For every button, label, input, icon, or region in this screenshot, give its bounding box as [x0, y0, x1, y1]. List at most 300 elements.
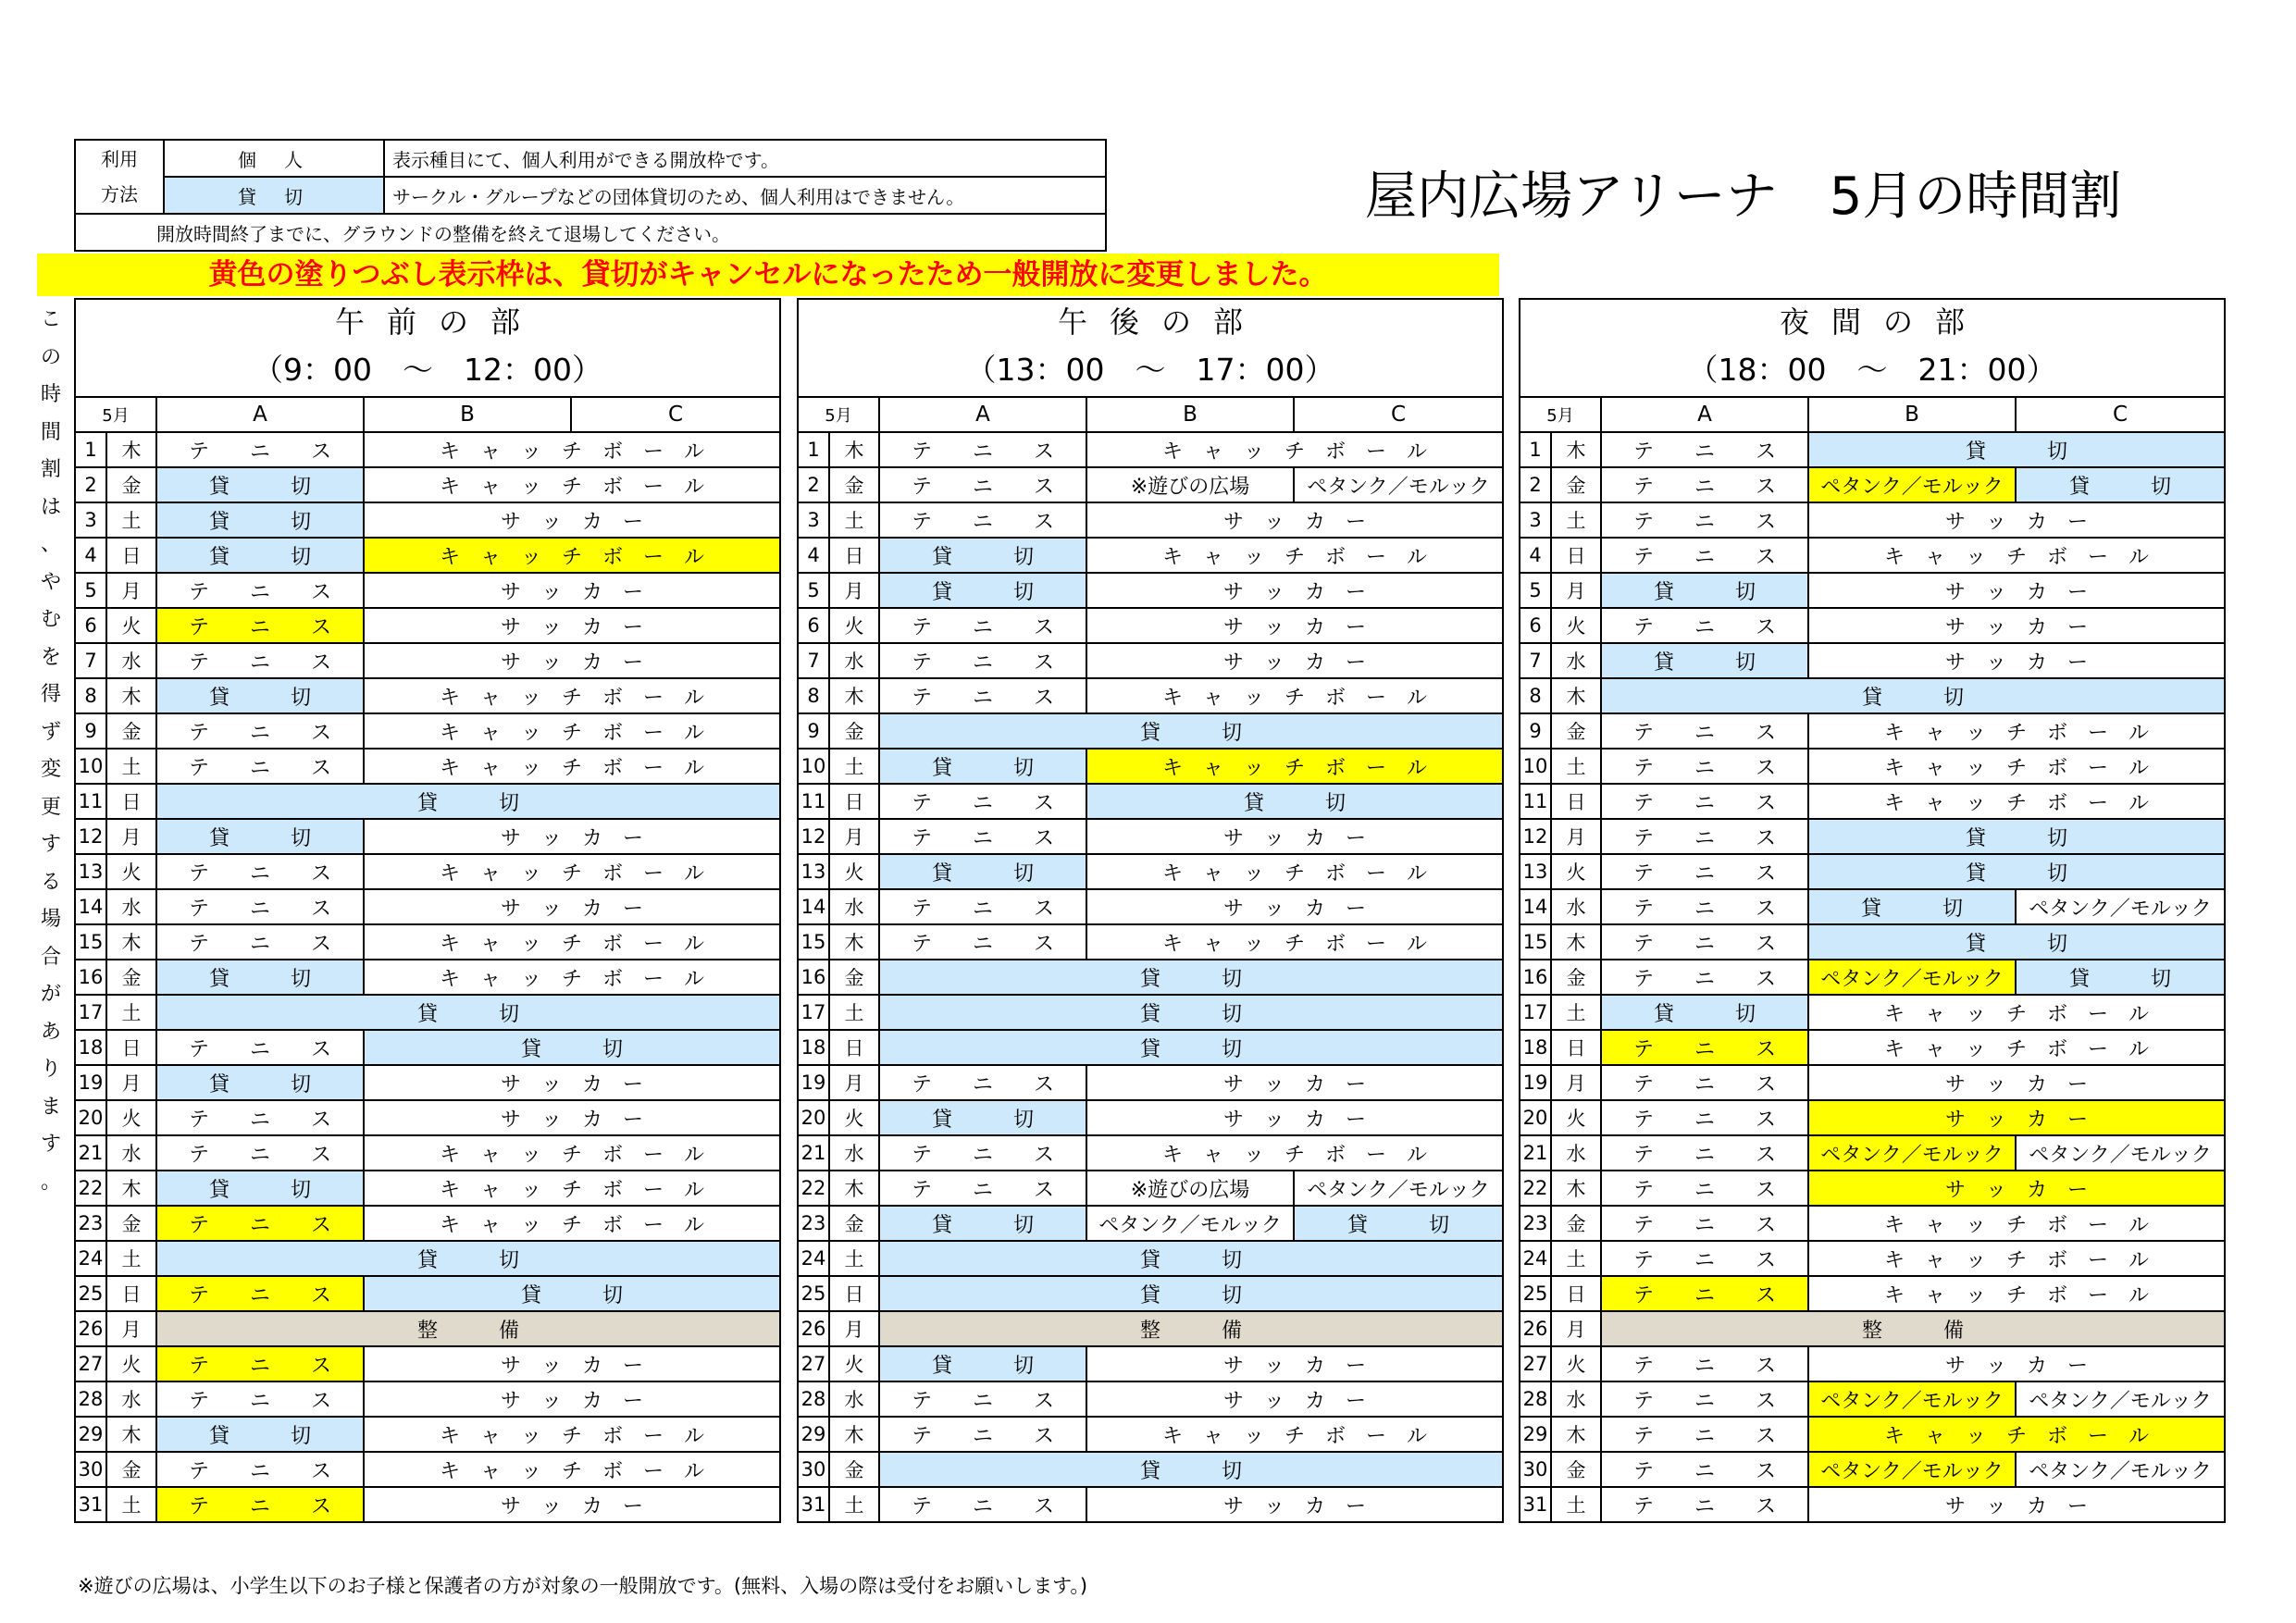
slot-cell: キ ャ ッ チ ボ ー ル — [364, 678, 780, 713]
slot-cell: サ ッ カ ー — [364, 643, 780, 678]
day-number: 31 — [798, 1487, 829, 1522]
day-row — [75, 502, 780, 538]
slot-cell: ペタンク／モルック — [1808, 1452, 2016, 1487]
day-of-week: 月 — [106, 1065, 156, 1100]
slot-cell: ペタンク／モルック — [2016, 1452, 2225, 1487]
slot-cell: テ ニ ス — [879, 1381, 1086, 1417]
day-row — [75, 1276, 780, 1311]
slot-cell: テ ニ ス — [156, 1206, 364, 1241]
day-row — [75, 467, 780, 502]
slot-cell: 貸 切 — [156, 678, 364, 713]
day-row — [1520, 960, 2225, 995]
day-number: 13 — [1520, 854, 1551, 889]
slot-cell: キ ャ ッ チ ボ ー ル — [1808, 1030, 2225, 1065]
day-number: 16 — [798, 960, 829, 995]
ground-note: 開放時間終了までに、グラウンドの整備を終えて退場してください。 — [75, 214, 1106, 251]
slot-cell: ペタンク／モルック — [1808, 960, 2016, 995]
slot-cell: キ ャ ッ チ ボ ー ル — [364, 432, 780, 467]
slot-cell: 貸 切 — [879, 1241, 1503, 1276]
day-number: 27 — [75, 1346, 106, 1381]
slot-cell: キ ャ ッ チ ボ ー ル — [1086, 924, 1503, 960]
day-of-week: 水 — [106, 1381, 156, 1417]
slot-cell: キ ャ ッ チ ボ ー ル — [1808, 1417, 2225, 1452]
day-number: 2 — [75, 467, 106, 502]
slot-cell: サ ッ カ ー — [1808, 643, 2225, 678]
slot-cell: ※遊びの広場 — [1086, 467, 1294, 502]
day-row — [798, 643, 1503, 678]
day-number: 12 — [798, 819, 829, 854]
day-of-week: 土 — [1551, 1241, 1601, 1276]
day-row — [1520, 1206, 2225, 1241]
day-row — [1520, 1487, 2225, 1522]
day-number: 9 — [798, 713, 829, 749]
slot-cell: キ ャ ッ チ ボ ー ル — [364, 1452, 780, 1487]
day-of-week: 水 — [1551, 1135, 1601, 1171]
day-number: 18 — [75, 1030, 106, 1065]
slot-cell: 貸 切 — [156, 1171, 364, 1206]
day-number: 4 — [1520, 538, 1551, 573]
slot-cell: サ ッ カ ー — [1086, 502, 1503, 538]
day-of-week: 火 — [829, 854, 879, 889]
slot-cell: テ ニ ス — [156, 749, 364, 784]
slot-cell: キ ャ ッ チ ボ ー ル — [364, 924, 780, 960]
slot-cell: 整 備 — [1601, 1311, 2225, 1346]
slot-cell: テ ニ ス — [1601, 1135, 1808, 1171]
day-of-week: 火 — [1551, 1100, 1601, 1135]
day-number: 9 — [75, 713, 106, 749]
slot-cell: サ ッ カ ー — [1086, 1065, 1503, 1100]
slot-cell: ペタンク／モルック — [1808, 1381, 2016, 1417]
slot-cell: 貸 切 — [156, 1417, 364, 1452]
slot-cell: 貸 切 — [156, 467, 364, 502]
slot-cell: サ ッ カ ー — [1086, 1381, 1503, 1417]
day-row — [75, 889, 780, 924]
day-row — [798, 1381, 1503, 1417]
day-number: 20 — [798, 1100, 829, 1135]
slot-cell: 貸 切 — [156, 538, 364, 573]
slot-cell: テ ニ ス — [879, 1171, 1086, 1206]
slot-cell: サ ッ カ ー — [1086, 608, 1503, 643]
day-row — [75, 678, 780, 713]
slot-cell: 整 備 — [156, 1311, 780, 1346]
day-row — [798, 1487, 1503, 1522]
slot-cell: 貸 切 — [1808, 889, 2016, 924]
slot-cell: 貸 切 — [879, 854, 1086, 889]
day-number: 22 — [75, 1171, 106, 1206]
day-of-week: 木 — [106, 432, 156, 467]
day-of-week: 火 — [829, 1346, 879, 1381]
slot-cell: キ ャ ッ チ ボ ー ル — [364, 749, 780, 784]
slot-cell: ペタンク／モルック — [2016, 889, 2225, 924]
day-number: 4 — [798, 538, 829, 573]
slot-cell: ペタンク／モルック — [2016, 1381, 2225, 1417]
day-number: 16 — [1520, 960, 1551, 995]
day-row — [75, 573, 780, 608]
slot-cell: 整 備 — [879, 1311, 1503, 1346]
day-number: 14 — [1520, 889, 1551, 924]
slot-cell: キ ャ ッ チ ボ ー ル — [1086, 1417, 1503, 1452]
day-number: 7 — [798, 643, 829, 678]
day-of-week: 日 — [829, 1276, 879, 1311]
day-row — [798, 1452, 1503, 1487]
slot-cell: テ ニ ス — [879, 608, 1086, 643]
day-row — [75, 1452, 780, 1487]
slot-cell: テ ニ ス — [1601, 889, 1808, 924]
day-row — [1520, 643, 2225, 678]
day-of-week: 水 — [829, 1381, 879, 1417]
slot-cell: テ ニ ス — [1601, 1346, 1808, 1381]
day-of-week: 金 — [1551, 1206, 1601, 1241]
day-of-week: 土 — [1551, 1487, 1601, 1522]
day-of-week: 水 — [829, 889, 879, 924]
slot-cell: テ ニ ス — [156, 1135, 364, 1171]
slot-cell: 貸 切 — [2016, 467, 2225, 502]
day-row — [1520, 784, 2225, 819]
court-header: B — [364, 397, 571, 432]
slot-cell: 貸 切 — [156, 960, 364, 995]
slot-cell: 貸 切 — [879, 1030, 1503, 1065]
day-row — [1520, 608, 2225, 643]
day-number: 28 — [75, 1381, 106, 1417]
day-of-week: 木 — [829, 678, 879, 713]
day-row — [798, 1100, 1503, 1135]
day-number: 5 — [1520, 573, 1551, 608]
day-row — [1520, 1171, 2225, 1206]
day-of-week: 火 — [1551, 1346, 1601, 1381]
day-number: 30 — [75, 1452, 106, 1487]
month-header: 5月 — [1520, 397, 1601, 432]
court-header: A — [1601, 397, 1808, 432]
slot-cell: 貸 切 — [1294, 1206, 1503, 1241]
side-note: こ の 時 間 割 は 、 や む を 得 ず 変 更 す る 場 合 が あ り ま す 。 — [40, 308, 61, 1194]
day-number: 19 — [75, 1065, 106, 1100]
day-number: 17 — [1520, 995, 1551, 1030]
day-number: 24 — [1520, 1241, 1551, 1276]
day-number: 11 — [1520, 784, 1551, 819]
slot-cell: テ ニ ス — [156, 713, 364, 749]
slot-cell: キ ャ ッ チ ボ ー ル — [364, 960, 780, 995]
slot-cell: ペタンク／モルック — [1808, 467, 2016, 502]
slot-cell: テ ニ ス — [156, 643, 364, 678]
slot-cell: キ ャ ッ チ ボ ー ル — [1086, 1135, 1503, 1171]
day-number: 15 — [798, 924, 829, 960]
day-of-week: 月 — [1551, 573, 1601, 608]
slot-cell: キ ャ ッ チ ボ ー ル — [1808, 1241, 2225, 1276]
slot-cell: サ ッ カ ー — [1086, 1487, 1503, 1522]
day-row — [1520, 467, 2225, 502]
slot-cell: 貸 切 — [156, 995, 780, 1030]
day-of-week: 土 — [1551, 502, 1601, 538]
day-row — [798, 538, 1503, 573]
slot-cell: 貸 切 — [879, 713, 1503, 749]
day-of-week: 木 — [829, 1417, 879, 1452]
day-row — [798, 995, 1503, 1030]
day-number: 15 — [75, 924, 106, 960]
slot-cell: テ ニ ス — [879, 502, 1086, 538]
day-of-week: 土 — [829, 995, 879, 1030]
day-of-week: 火 — [106, 608, 156, 643]
day-row — [798, 1311, 1503, 1346]
slot-cell: テ ニ ス — [1601, 1452, 1808, 1487]
slot-cell: テ ニ ス — [156, 854, 364, 889]
day-number: 25 — [798, 1276, 829, 1311]
day-row — [798, 784, 1503, 819]
slot-cell: キ ャ ッ チ ボ ー ル — [1086, 538, 1503, 573]
slot-cell: テ ニ ス — [156, 924, 364, 960]
day-number: 23 — [1520, 1206, 1551, 1241]
schedule-panel-evening — [1519, 298, 2226, 1523]
day-of-week: 金 — [106, 713, 156, 749]
day-number: 15 — [1520, 924, 1551, 960]
slot-cell: ※遊びの広場 — [1086, 1171, 1294, 1206]
day-of-week: 土 — [829, 1487, 879, 1522]
day-of-week: 木 — [1551, 1171, 1601, 1206]
day-number: 2 — [798, 467, 829, 502]
day-row — [1520, 749, 2225, 784]
slot-cell: サ ッ カ ー — [1086, 643, 1503, 678]
slot-cell: テ ニ ス — [156, 1276, 364, 1311]
slot-cell: 貸 切 — [1601, 573, 1808, 608]
day-number: 4 — [75, 538, 106, 573]
day-number: 31 — [75, 1487, 106, 1522]
day-row — [75, 1065, 780, 1100]
day-of-week: 金 — [106, 1206, 156, 1241]
day-row — [1520, 995, 2225, 1030]
day-of-week: 水 — [1551, 643, 1601, 678]
day-number: 28 — [1520, 1381, 1551, 1417]
day-of-week: 木 — [106, 1171, 156, 1206]
slot-cell: ペタンク／モルック — [1808, 1135, 2016, 1171]
day-row — [75, 538, 780, 573]
day-number: 30 — [1520, 1452, 1551, 1487]
slot-cell: サ ッ カ ー — [364, 1487, 780, 1522]
day-row — [798, 1065, 1503, 1100]
day-number: 3 — [1520, 502, 1551, 538]
slot-cell: テ ニ ス — [1601, 713, 1808, 749]
day-row — [798, 1171, 1503, 1206]
slot-cell: テ ニ ス — [1601, 1417, 1808, 1452]
day-of-week: 日 — [106, 1030, 156, 1065]
slot-cell: テ ニ ス — [156, 573, 364, 608]
day-row — [1520, 889, 2225, 924]
day-row — [75, 854, 780, 889]
slot-cell: サ ッ カ ー — [1808, 1487, 2225, 1522]
slot-cell: 貸 切 — [364, 1276, 780, 1311]
slot-cell: テ ニ ス — [1601, 1241, 1808, 1276]
day-of-week: 火 — [106, 1346, 156, 1381]
slot-cell: テ ニ ス — [1601, 1100, 1808, 1135]
day-number: 3 — [798, 502, 829, 538]
slot-cell: テ ニ ス — [879, 643, 1086, 678]
slot-cell: テ ニ ス — [156, 1346, 364, 1381]
day-of-week: 土 — [829, 749, 879, 784]
day-number: 23 — [798, 1206, 829, 1241]
day-row — [1520, 1452, 2225, 1487]
day-row — [1520, 573, 2225, 608]
day-of-week: 月 — [829, 573, 879, 608]
day-row — [75, 784, 780, 819]
slot-cell: テ ニ ス — [1601, 467, 1808, 502]
day-of-week: 金 — [1551, 713, 1601, 749]
day-of-week: 木 — [829, 1171, 879, 1206]
day-row — [1520, 1030, 2225, 1065]
day-row — [75, 608, 780, 643]
slot-cell: テ ニ ス — [1601, 749, 1808, 784]
day-number: 7 — [1520, 643, 1551, 678]
slot-cell: キ ャ ッ チ ボ ー ル — [364, 538, 780, 573]
day-of-week: 月 — [106, 819, 156, 854]
day-row — [1520, 1346, 2225, 1381]
day-number: 6 — [798, 608, 829, 643]
slot-cell: 貸 切 — [1808, 432, 2225, 467]
day-row — [75, 960, 780, 995]
day-row — [798, 467, 1503, 502]
day-of-week: 木 — [829, 432, 879, 467]
day-of-week: 土 — [1551, 749, 1601, 784]
day-row — [798, 889, 1503, 924]
day-of-week: 金 — [829, 960, 879, 995]
slot-cell: サ ッ カ ー — [1808, 608, 2225, 643]
slot-cell: キ ャ ッ チ ボ ー ル — [1808, 1276, 2225, 1311]
day-number: 21 — [75, 1135, 106, 1171]
day-of-week: 金 — [1551, 960, 1601, 995]
slot-cell: テ ニ ス — [1601, 1171, 1808, 1206]
day-of-week: 水 — [1551, 1381, 1601, 1417]
slot-cell: 貸 切 — [879, 1276, 1503, 1311]
day-row — [75, 1346, 780, 1381]
day-row — [75, 1100, 780, 1135]
day-number: 22 — [798, 1171, 829, 1206]
slot-cell: 貸 切 — [879, 1452, 1503, 1487]
day-of-week: 水 — [106, 643, 156, 678]
day-of-week: 木 — [829, 924, 879, 960]
day-row — [798, 678, 1503, 713]
day-row — [75, 1417, 780, 1452]
day-number: 12 — [1520, 819, 1551, 854]
day-of-week: 水 — [829, 1135, 879, 1171]
slot-cell: テ ニ ス — [879, 1487, 1086, 1522]
day-number: 24 — [75, 1241, 106, 1276]
slot-cell: 貸 切 — [879, 1100, 1086, 1135]
slot-cell: ペタンク／モルック — [1294, 1171, 1503, 1206]
day-number: 23 — [75, 1206, 106, 1241]
day-number: 30 — [798, 1452, 829, 1487]
slot-cell: 貸 切 — [156, 1241, 780, 1276]
day-row — [75, 819, 780, 854]
slot-cell: テ ニ ス — [1601, 924, 1808, 960]
slot-cell: サ ッ カ ー — [364, 1065, 780, 1100]
day-number: 25 — [75, 1276, 106, 1311]
day-of-week: 水 — [829, 643, 879, 678]
panel-title: 夜間の部 （18：00 ～ 21：00） — [1520, 299, 2225, 397]
slot-cell: キ ャ ッ チ ボ ー ル — [364, 1206, 780, 1241]
slot-cell: テ ニ ス — [1601, 432, 1808, 467]
day-number: 20 — [1520, 1100, 1551, 1135]
day-row — [1520, 1417, 2225, 1452]
day-row — [75, 1171, 780, 1206]
day-row — [75, 749, 780, 784]
day-number: 26 — [1520, 1311, 1551, 1346]
day-of-week: 金 — [106, 960, 156, 995]
slot-cell: キ ャ ッ チ ボ ー ル — [1086, 749, 1503, 784]
day-of-week: 火 — [829, 1100, 879, 1135]
day-of-week: 火 — [106, 854, 156, 889]
slot-cell: キ ャ ッ チ ボ ー ル — [364, 1417, 780, 1452]
slot-cell: 貸 切 — [879, 995, 1503, 1030]
slot-cell: サ ッ カ ー — [1086, 1346, 1503, 1381]
day-number: 17 — [798, 995, 829, 1030]
slot-cell: 貸 切 — [1601, 678, 2225, 713]
slot-cell: サ ッ カ ー — [364, 1100, 780, 1135]
usage-legend — [74, 139, 1107, 252]
legend-desc-reserved: サークル・グループなどの団体貸切のため、個人利用はできません。 — [384, 177, 1106, 214]
day-of-week: 土 — [106, 749, 156, 784]
slot-cell: テ ニ ス — [156, 432, 364, 467]
slot-cell: サ ッ カ ー — [1808, 1346, 2225, 1381]
slot-cell: 貸 切 — [879, 538, 1086, 573]
day-of-week: 木 — [1551, 1417, 1601, 1452]
slot-cell: 貸 切 — [156, 1065, 364, 1100]
slot-cell: テ ニ ス — [156, 1452, 364, 1487]
day-of-week: 金 — [829, 713, 879, 749]
footnote: ※遊びの広場は、小学生以下のお子様と保護者の方が対象の一般開放です。(無料、入場の際は受付をお願いします。) — [78, 1575, 1088, 1597]
day-of-week: 月 — [829, 819, 879, 854]
slot-cell: 貸 切 — [1601, 643, 1808, 678]
day-number: 16 — [75, 960, 106, 995]
day-row — [798, 924, 1503, 960]
slot-cell: テ ニ ス — [1601, 502, 1808, 538]
day-row — [1520, 1241, 2225, 1276]
day-row — [798, 713, 1503, 749]
page-title: 屋内広場アリーナ 5月の時間割 — [1365, 167, 2122, 227]
slot-cell: テ ニ ス — [1601, 1276, 1808, 1311]
slot-cell: テ ニ ス — [1601, 1206, 1808, 1241]
court-header: A — [156, 397, 364, 432]
day-of-week: 水 — [106, 889, 156, 924]
day-of-week: 火 — [106, 1100, 156, 1135]
slot-cell: テ ニ ス — [1601, 1487, 1808, 1522]
court-header: C — [571, 397, 780, 432]
day-of-week: 日 — [1551, 538, 1601, 573]
day-number: 21 — [1520, 1135, 1551, 1171]
slot-cell: ペタンク／モルック — [1086, 1206, 1294, 1241]
day-row — [1520, 502, 2225, 538]
day-number: 29 — [75, 1417, 106, 1452]
notice-banner: 黄色の塗りつぶし表示枠は、貸切がキャンセルになったため一般開放に変更しました。 — [37, 254, 1499, 296]
slot-cell: サ ッ カ ー — [364, 1346, 780, 1381]
slot-cell: サ ッ カ ー — [1808, 502, 2225, 538]
panel-title: 午後の部 （13：00 ～ 17：00） — [798, 299, 1503, 397]
day-of-week: 木 — [1551, 924, 1601, 960]
day-of-week: 月 — [1551, 819, 1601, 854]
day-row — [75, 1311, 780, 1346]
day-of-week: 木 — [106, 924, 156, 960]
month-header: 5月 — [75, 397, 156, 432]
slot-cell: テ ニ ス — [879, 467, 1086, 502]
day-of-week: 金 — [106, 1452, 156, 1487]
slot-cell: テ ニ ス — [879, 784, 1086, 819]
day-row — [798, 819, 1503, 854]
day-number: 6 — [75, 608, 106, 643]
day-row — [75, 643, 780, 678]
slot-cell: テ ニ ス — [1601, 608, 1808, 643]
day-number: 14 — [75, 889, 106, 924]
day-row — [1520, 1276, 2225, 1311]
court-header: C — [2016, 397, 2225, 432]
day-number: 6 — [1520, 608, 1551, 643]
day-number: 20 — [75, 1100, 106, 1135]
day-number: 24 — [798, 1241, 829, 1276]
